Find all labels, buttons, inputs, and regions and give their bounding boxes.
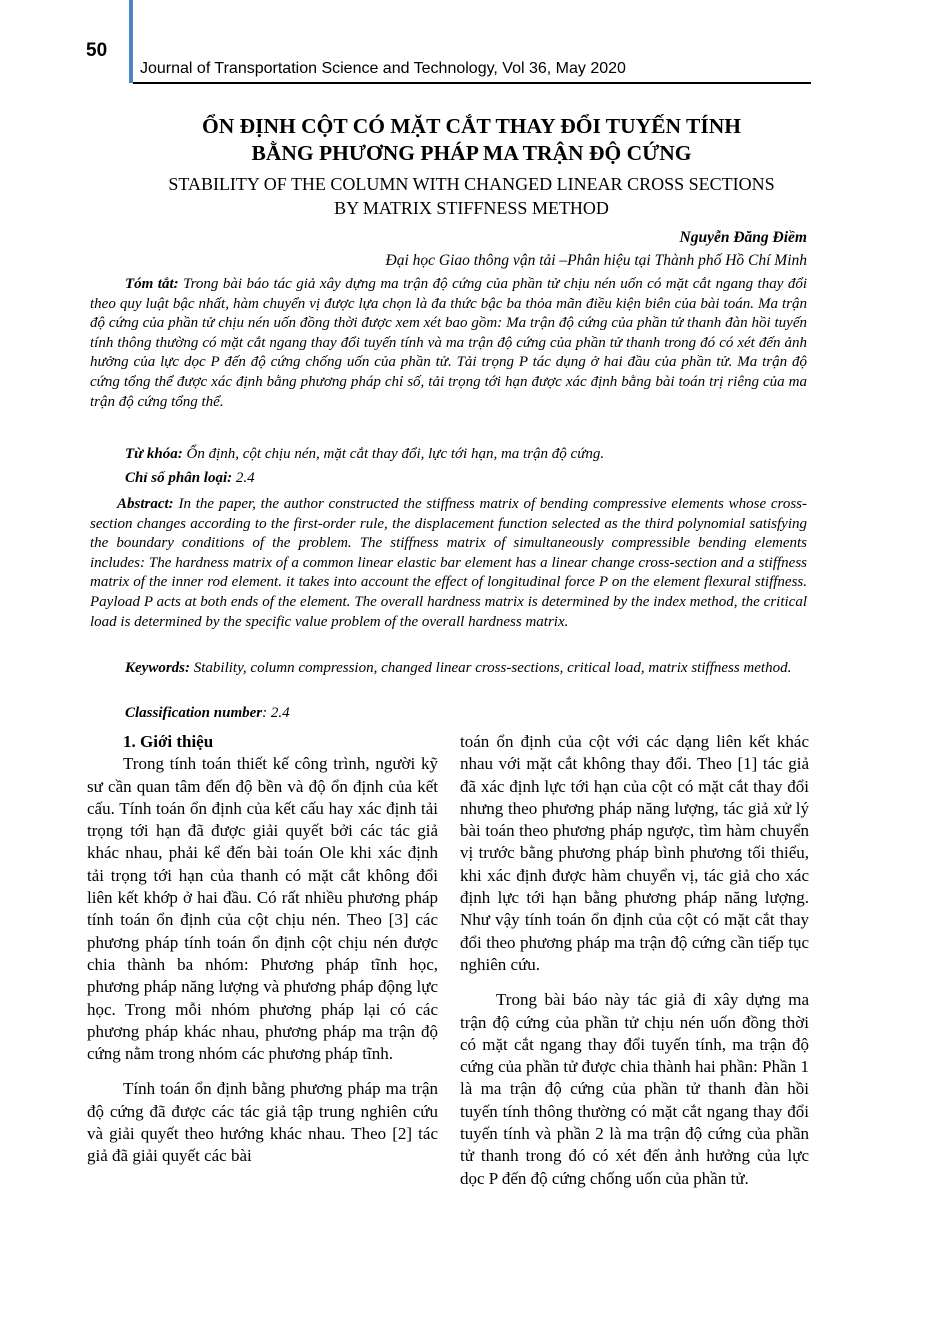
summary-vi (90, 275, 807, 412)
journal-title: Journal of Transportation Science and Technology, Vol 36, May 2020 (140, 60, 626, 77)
body-left-column (87, 731, 438, 1168)
classification-en-label: Classification number (125, 705, 263, 721)
page-number: 50 (86, 40, 108, 61)
title-en-line2: BY MATRIX STIFFNESS METHOD (334, 198, 609, 218)
summary-vi-label: Tóm tắt: (125, 276, 179, 292)
abstract-en-text: In the paper, the author constructed the stiffness matrix of bending compressive elements whose cross-section changes according to the first-order rule, the displacement function selected as the third polynomial satisfying the boundary conditions of the problem. The stiffness matrix of simultaneously compressible bending elements includes: The hardness matrix of a common linear elastic bar element has a linear change cross-section and a stiffness matrix of the inner rod element. it takes into account the effect of longitudinal force P on the element flexural stiffness. Payload P acts at both ends of the element. The overall hardness matrix is determined by the index method, the critical load is determined by the specific value problem of the overall hardness matrix. (90, 496, 807, 630)
classification-vi (90, 469, 807, 489)
title-vi-line2: BẰNG PHƯƠNG PHÁP MA TRẬN ĐỘ CỨNG (251, 141, 692, 165)
body-paragraph: Tính toán ổn định bằng phương pháp ma trận độ cứng đã được các tác giả tập trung nghiên cứu và giải quyết theo hướng khác nhau. Theo [2] tác giả đã giải quyết các bài (87, 1079, 438, 1166)
author-affiliation: Đại học Giao thông vận tải –Phân hiệu tại Thành phố Hồ Chí Minh (385, 252, 807, 269)
body-paragraph: Trong tính toán thiết kế công trình, người kỹ sư cần quan tâm đến độ bền và độ ổn định của kết cấu. Tính toán ổn định của kết cấu hay xác định tải trọng tới hạn đã được giải quyết bởi các tác giả khác nhau, phải kể đến bài toán Ole khi xác định tải trọng tới hạn của thanh có mặt cắt không đổi liên kết khớp ở hai đầu. Có rất nhiều phương pháp tính toán ổn định của cột chịu nén. Theo [3] các phương pháp tính toán ổn định cột chịu nén được chia thành ba nhóm: Phương pháp tĩnh học, phương pháp năng lượng và phương pháp động lực học. Trong mỗi nhóm phương pháp lại có các phương pháp khác nhau, phương pháp ma trận độ cứng nằm trong nhóm các phương pháp tĩnh. (87, 754, 438, 1064)
body-paragraph: Trong bài báo này tác giả đi xây dựng ma trận độ cứng của phần tử chịu nén uốn đồng thời có mặt cắt ngang thay đổi tuyến tính, ma trận độ cứng của phần tử được chia thành hai phần: Phần 1 là ma trận độ cứng của phần tử thanh đàn hồi tuyến tính thông thường có mặt cắt ngang thay đổi tuyến tính và phần 2 là ma trận độ cứng của phần tử thanh trong đó có xét đến ảnh hưởng của lực dọc P đến độ cứng chống uốn của phần tử. (460, 990, 809, 1188)
keywords-en (90, 659, 807, 679)
header-divider (133, 82, 811, 84)
keywords-vi-label: Từ khóa: (125, 446, 183, 462)
keywords-en-label: Keywords: (125, 660, 190, 676)
classification-en (90, 704, 807, 724)
abstract-en (90, 495, 807, 632)
keywords-vi-text: Ổn định, cột chịu nén, mặt cắt thay đổi, lực tới hạn, ma trận độ cứng. (186, 446, 605, 462)
title-en-line1: STABILITY OF THE COLUMN WITH CHANGED LINEAR CROSS SECTIONS (168, 174, 775, 194)
title-english (120, 172, 823, 220)
classification-vi-value: 2.4 (235, 470, 255, 486)
header-accent-bar (129, 0, 133, 83)
summary-vi-text: Trong bài báo tác giả xây dựng ma trận độ cứng của phần tử chịu nén uốn có mặt cắt ngang thay đổi theo quy luật bậc nhất, hàm chuyển vị được lựa chọn là đa thức bậc ba thỏa mãn điều kiện biên của bài toán. Ma trận độ cứng của phần tử chịu nén uốn đồng thời được xem xét bao gồm: Ma trận độ cứng của phần tử thanh đàn hồi tuyến tính thông thường có mặt cắt ngang thay đổi tuyến tính và ma trận độ cứng của phần tử thanh trong đó có xét đến ảnh hưởng của lực dọc P đến độ cứng chống uốn của phần tử. Tải trọng P tác dụng ở hai đầu của phần tử. Ma trận độ cứng tổng thể được xác định bằng phương pháp chỉ số, tải trọng tới hạn được xác định bằng bài toán trị riêng của ma trận độ cứng tổng thể. (90, 276, 808, 410)
keywords-vi (90, 445, 807, 465)
keywords-en-text: Stability, column compression, changed linear cross-sections, critical load, matrix stiffness method. (193, 660, 792, 676)
classification-en-value: : 2.4 (262, 705, 290, 721)
body-right-column (460, 731, 809, 1190)
abstract-en-label: Abstract: (117, 496, 174, 512)
title-vietnamese (120, 113, 823, 167)
title-vi-line1: ỔN ĐỊNH CỘT CÓ MẶT CẮT THAY ĐỔI TUYẾN TÍNH (201, 114, 741, 138)
author-name: Nguyễn Đăng Điềm (679, 229, 807, 246)
section-heading-introduction: 1. Giới thiệu (123, 732, 214, 751)
classification-vi-label: Chỉ số phân loại: (125, 470, 233, 486)
body-paragraph: toán ổn định của cột với các dạng liên kết khác nhau với mặt cắt không thay đổi. Theo [1] tác giả đã xác định lực tới hạn của cột có mặt cắt thay đổi nhưng theo phương pháp năng lượng, tác giả xử lý bài toán theo phương pháp ngược, tìm hàm chuyển vị trước bằng phương pháp bình phương tối thiểu, khi xác định được hàm chuyển vị, tác giả cho xác định lực tới hạn bằng phương pháp năng lượng. Như vậy tính toán ổn định của cột có mặt cắt thay đổi theo phương pháp ma trận độ cứng cần tiếp tục nghiên cứu. (460, 732, 809, 974)
